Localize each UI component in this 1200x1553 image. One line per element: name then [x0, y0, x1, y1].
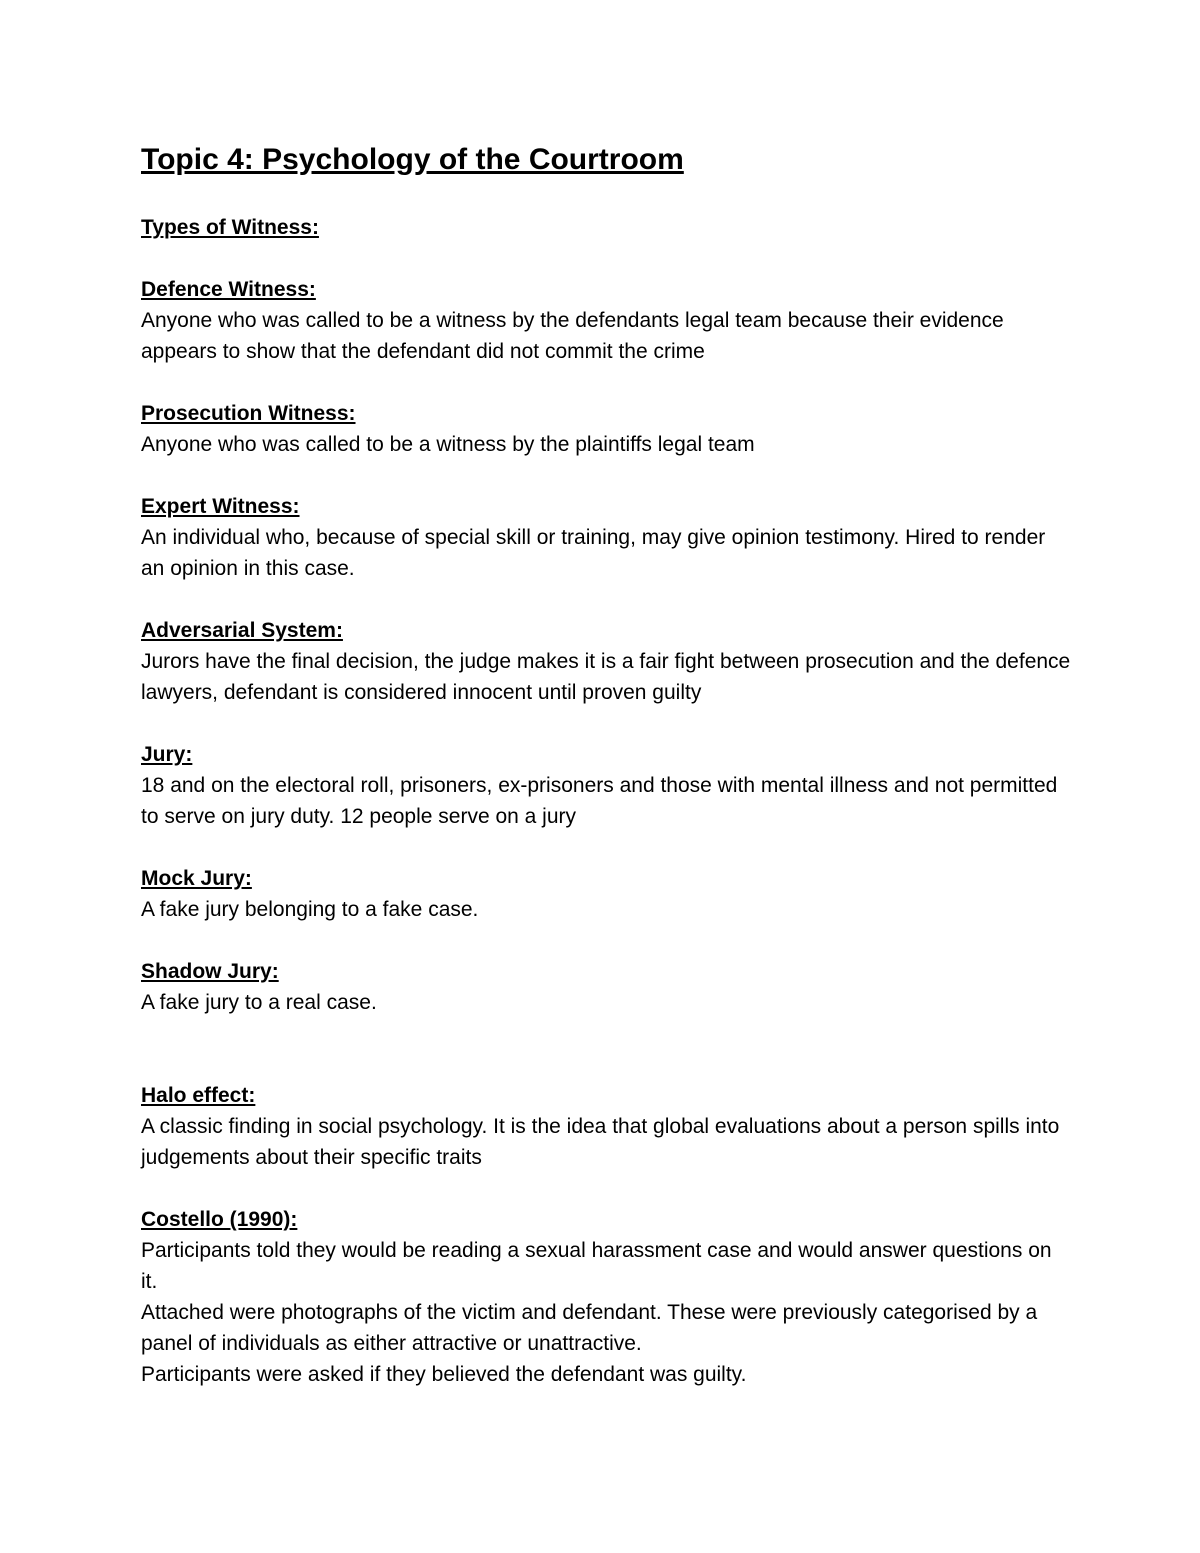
section-heading: Jury: — [141, 743, 193, 766]
section-adversarial-system — [141, 615, 1071, 708]
section-subtitle: Types of Witness: — [141, 216, 319, 239]
section-heading: Costello (1990): — [141, 1208, 298, 1231]
section-paragraph: Participants were asked if they believed the defendant was guilty. — [141, 1363, 747, 1386]
section-paragraph: A classic finding in social psychology. It is the idea that global evaluations about a person spills into judgements about their specific traits — [141, 1115, 1060, 1169]
section-jury — [141, 739, 1071, 832]
section-prosecution-witness — [141, 398, 1071, 460]
section-paragraph: Jurors have the final decision, the judge makes it is a fair fight between prosecution and the defence lawyers, defendant is considered innocent until proven guilty — [141, 650, 1071, 704]
section-defence-witness — [141, 274, 1071, 367]
document-page — [141, 138, 1071, 1390]
section-paragraph: An individual who, because of special skill or training, may give opinion testimony. Hired to render an opinion in this case. — [141, 526, 1046, 580]
section-heading: Halo effect: — [141, 1084, 256, 1107]
section-heading: Adversarial System: — [141, 619, 343, 642]
section-paragraph: A fake jury belonging to a fake case. — [141, 898, 479, 921]
section-costello-1990 — [141, 1204, 1071, 1390]
section-halo-effect — [141, 1080, 1071, 1173]
page-title: Topic 4: Psychology of the Courtroom — [141, 143, 684, 176]
section-expert-witness — [141, 491, 1071, 584]
section-heading: Expert Witness: — [141, 495, 300, 518]
section-mock-jury — [141, 863, 1071, 925]
section-heading: Defence Witness: — [141, 278, 316, 301]
section-paragraph: 18 and on the electoral roll, prisoners, ex-prisoners and those with mental illness and not permitted to serve on jury duty. 12 people serve on a jury — [141, 774, 1058, 828]
section-shadow-jury — [141, 956, 1071, 1018]
section-heading: Prosecution Witness: — [141, 402, 356, 425]
section-paragraph: Attached were photographs of the victim and defendant. These were previously categorised by a panel of individuals as either attractive or unattractive. — [141, 1301, 1038, 1355]
section-paragraph: Anyone who was called to be a witness by the defendants legal team because their evidence appears to show that the defendant did not commit the crime — [141, 309, 1004, 363]
section-paragraph: Anyone who was called to be a witness by the plaintiffs legal team — [141, 433, 755, 456]
section-heading: Shadow Jury: — [141, 960, 279, 983]
section-paragraph: A fake jury to a real case. — [141, 991, 377, 1014]
section-heading: Mock Jury: — [141, 867, 252, 890]
section-paragraph: Participants told they would be reading a sexual harassment case and would answer questions on it. — [141, 1239, 1052, 1293]
